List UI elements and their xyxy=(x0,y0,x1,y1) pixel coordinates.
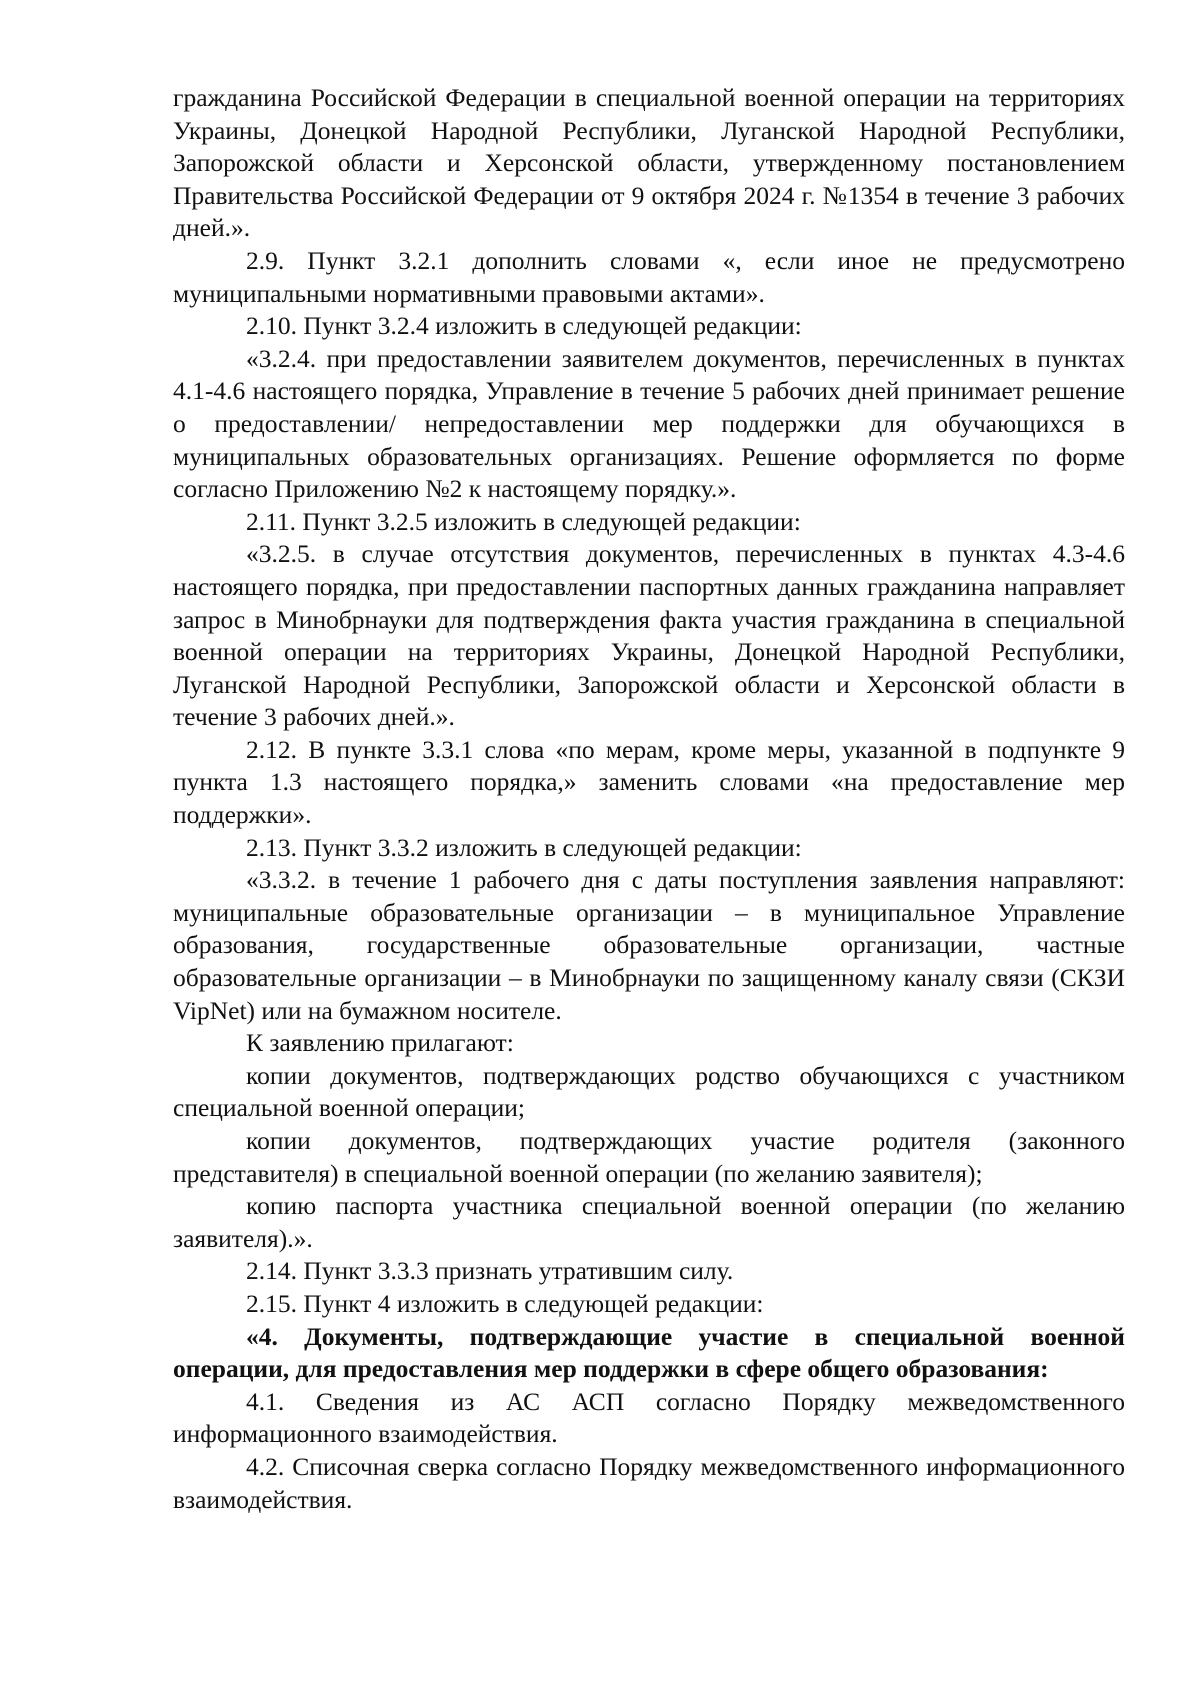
paragraph-2-11: 2.11. Пункт 3.2.5 изложить в следующей редакции: xyxy=(246,506,801,536)
paragraph-2-12: 2.12. В пункте 3.3.1 слова «по мерам, кроме меры, указанной в подпункте 9 пункта 1.3 настоящего порядка,» заменить словами «на предоставление мер поддержки». xyxy=(173,734,1125,830)
paragraph-attachments-intro: К заявлению прилагают: xyxy=(246,1028,514,1058)
paragraph-2-10: 2.10. Пункт 3.2.4 изложить в следующей редакции: xyxy=(246,311,802,341)
paragraph-4-1: 4.1. Сведения из АС АСП согласно Порядку межведомственного информационного взаимодействия. xyxy=(173,1386,1125,1449)
paragraph-2-13: 2.13. Пункт 3.3.2 изложить в следующей редакции: xyxy=(246,832,802,862)
paragraph-2-14: 2.14. Пункт 3.3.3 признать утратившим силу. xyxy=(246,1256,734,1286)
paragraph-2-9: 2.9. Пункт 3.2.1 дополнить словами «, если иное не предусмотрено муниципальными нормативными правовыми актами». xyxy=(173,245,1125,308)
paragraph-2-15: 2.15. Пункт 4 изложить в следующей редакции: xyxy=(246,1288,764,1318)
paragraph-4-2: 4.2. Списочная сверка согласно Порядку межведомственного информационного взаимодействия. xyxy=(173,1451,1125,1514)
document-page xyxy=(173,82,1125,1516)
paragraph-continuation: гражданина Российской Федерации в специальной военной операции на территориях Украины, Донецкой Народной Республики, Луганской Народной Республики, Запорожской области и Херсонской области, утвержденному постановлением Правительства Российской Федерации от 9 октября 2024 г. №1354 в течение 3 рабочих дней.». xyxy=(173,83,1125,243)
paragraph-attachment-kinship: копии документов, подтверждающих родство обучающихся с участником специальной военной операции; xyxy=(173,1060,1125,1123)
paragraph-3-2-4-quote: «3.2.4. при предоставлении заявителем документов, перечисленных в пунктах 4.1-4.6 настоящего порядка, Управление в течение 5 рабочих дней принимает решение о предоставлении/ непредоставлении мер поддержки для обучающихся в муниципальных образовательных организациях. Решение оформляется по форме согласно Приложению №2 к настоящему порядку.». xyxy=(173,343,1125,504)
section-4-heading: «4. Документы, подтверждающие участие в специальной военной операции, для предоставления мер поддержки в сфере общего образования: xyxy=(173,1321,1125,1384)
paragraph-3-3-2-quote: «3.3.2. в течение 1 рабочего дня с даты поступления заявления направляют: муниципальные образовательные организации – в муниципальное Управление образования, государственные образовательные организации, частные образовательные организации – в Минобрнауки по защищенному каналу связи (СКЗИ VipNet) или на бумажном носителе. xyxy=(173,865,1125,1025)
paragraph-attachment-participation: копии документов, подтверждающих участие родителя (законного представителя) в специальной военной операции (по желанию заявителя); xyxy=(173,1126,1125,1188)
paragraph-attachment-passport: копию паспорта участника специальной военной операции (по желанию заявителя).». xyxy=(173,1191,1125,1253)
paragraph-3-2-5-quote: «3.2.5. в случае отсутствия документов, перечисленных в пунктах 4.3-4.6 настоящего порядка, при предоставлении паспортных данных гражданина направляет запрос в Минобрнауки для подтверждения факта участия гражданина в специальной военной операции на территориях Украины, Донецкой Народной Республики, Луганской Народной Республики, Запорожской области и Херсонской области в течение 3 рабочих дней.». xyxy=(173,539,1125,732)
